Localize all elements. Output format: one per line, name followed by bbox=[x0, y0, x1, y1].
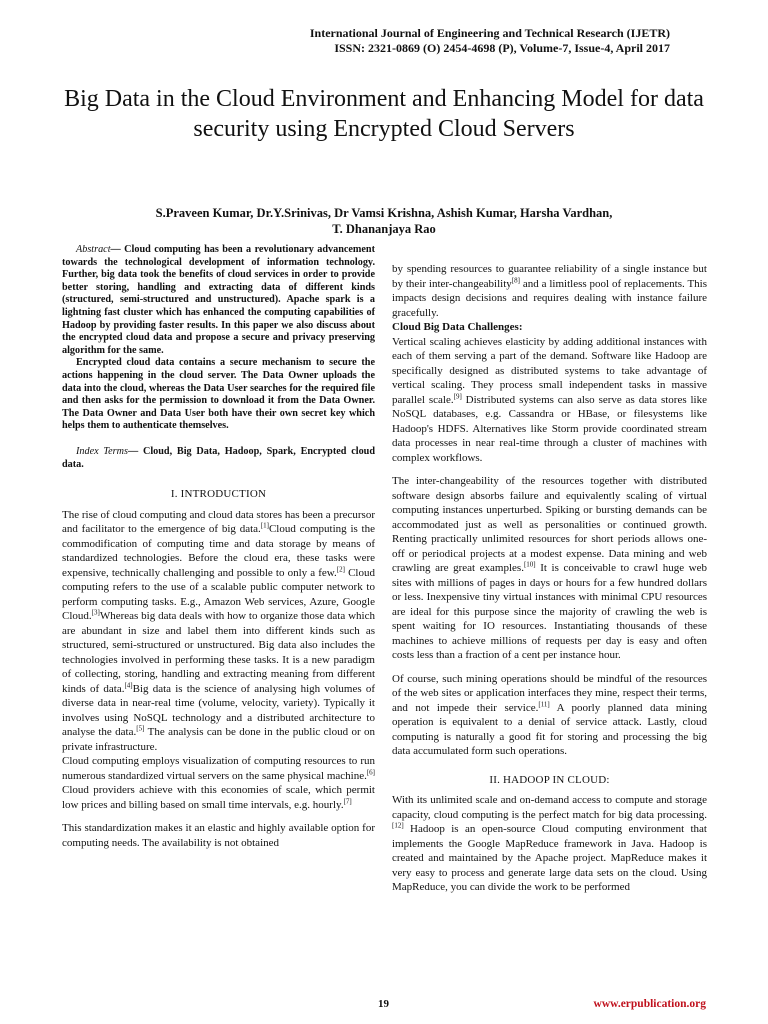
section-heading-introduction: I. INTRODUCTION bbox=[170, 488, 267, 501]
right-paragraph-3 bbox=[392, 474, 707, 663]
ref-2: [2] bbox=[336, 564, 345, 573]
right-p4-a: Of course, such mining operations should be mindful of the resources of the web sites or application interfaces they mine, respect their terms, and not impede their service. bbox=[392, 672, 707, 714]
right-paragraph-2 bbox=[392, 335, 707, 466]
right-p1-a: by spending resources to guarantee reliability of a single instance but by their inter-changeability bbox=[392, 263, 707, 290]
ref-1: [1] bbox=[260, 521, 269, 530]
ref-10: [10] bbox=[523, 560, 536, 569]
right-p3-b: It is conceivable to crawl huge web sites with millions of pages in days or hours for a few hundred dollars or less. Inexpensive tiny virtual instances with minimal CPU resources are ideal for this purpose since the majority of crawling the web is spent waiting for IO resources. Instantiating thousands of these machines to achieve millions of requests per day is easy and often costs less than a fraction of a cent per instance hour. bbox=[392, 562, 707, 661]
ref-3: [3] bbox=[91, 608, 100, 617]
subheading-cloud-big-data-challenges: Cloud Big Data Challenges: bbox=[392, 321, 523, 333]
right-p2-b: Distributed systems can also serve as data stores like NoSQL databases, e.g. Cassandra or HBase, or filesystems like Hadoop's HDFS. Alternatives like Storm provide coordinated stream data processes in near real-time through a cluster of machines with complex workflows. bbox=[392, 393, 707, 464]
ref-12: [12] bbox=[392, 821, 404, 830]
index-terms-label: Index Terms bbox=[76, 445, 128, 457]
abstract-paragraph-2: Encrypted cloud data contains a secure mechanism to secure the actions happening in the cloud server. The Data Owner uploads the data into the cloud, whereas the Data User searches for the required file and then asks for the permission to download it from the Data Owner. The Data Owner and Data User both have their own secret key which helps them to authenticate themselves. bbox=[62, 357, 375, 432]
abstract-label: Abstract bbox=[76, 244, 111, 255]
journal-name: International Journal of Engineering and Technical Research (IJETR) bbox=[309, 26, 670, 40]
ref-4: [4] bbox=[124, 680, 133, 689]
journal-header bbox=[310, 26, 670, 55]
right-p5-b: Hadoop is an open-source Cloud computing environment that implements the Google MapReduce framework in Java. Hadoop is created and maintained by the Apache project. MapReduce makes it very easy to process and generate large data sets on the cloud. Using MapReduce, you can divide the work to be performed bbox=[392, 823, 707, 893]
right-paragraph-4 bbox=[392, 672, 707, 759]
paper-title: Big Data in the Cloud Environment and Enhancing Model for data security using Encrypted Cloud Servers bbox=[64, 86, 704, 142]
intro-p1-e: Big data is the science of analysing high volumes of diverse data in near-real time (volume, velocity, variety). Typically it involves using NoSQL technology and a distributed architecture to analyse the data. bbox=[62, 682, 375, 739]
ref-8: [8] bbox=[511, 275, 520, 284]
intro-paragraph-2 bbox=[62, 754, 375, 812]
left-column bbox=[62, 244, 375, 850]
intro-paragraph-1 bbox=[62, 508, 375, 755]
right-paragraph-1 bbox=[392, 262, 707, 320]
ref-6: [6] bbox=[366, 767, 375, 776]
intro-p1-a: The rise of cloud computing and cloud data stores has been a precursor and facilitator to the emergence of big data. bbox=[62, 508, 375, 536]
authors-line-1: S.Praveen Kumar, Dr.Y.Srinivas, Dr Vamsi Krishna, Ashish Kumar, Harsha Vardhan, bbox=[155, 206, 613, 220]
journal-issn: ISSN: 2321-0869 (O) 2454-4698 (P), Volume-7, Issue-4, April 2017 bbox=[334, 40, 670, 55]
footer-url[interactable]: www.erpublication.org bbox=[593, 998, 706, 1010]
intro-p1-c: Cloud computing refers to the use of a scalable public computer network to perform computing tasks. E.g., Amazon Web services, Azure, Google Cloud. bbox=[62, 566, 375, 623]
page-number: 19 bbox=[378, 998, 389, 1010]
ref-7: [7] bbox=[343, 796, 352, 805]
right-p1-b: and a limitless pool of replacements. This impacts design decisions and requires dealing with instance failure gracefully. bbox=[392, 277, 707, 319]
right-p4-b: A poorly planned data mining operation is equivalent to a denial of service attack. Lastly, cloud computing is naturally a good fit for storing and processing the big data accumulated form such operations. bbox=[392, 701, 707, 757]
abstract-paragraph-1 bbox=[62, 244, 375, 357]
ref-9: [9] bbox=[453, 391, 462, 400]
right-p2-a: Vertical scaling achieves elasticity by adding additional instances with each of them serving a part of the demand. Software like Hadoop are specifically designed as distributed systems to take advantage of vertical scaling. They process small independent tasks in massive parallel scale. bbox=[392, 335, 707, 406]
right-column bbox=[392, 262, 707, 895]
intro-paragraph-3: This standardization makes it an elastic and highly available option for computing needs. The availability is not obtained bbox=[62, 822, 375, 849]
abstract-text-1: — Cloud computing has been a revolutionary advancement towards the technological development of information technology. Further, big data took the benefits of cloud services in order to provide better storing, handling and extracting data of different kinds (structured, semi-structured and unstructured). Apache spark is a lightning fast cluster which has enhanced the computing capabilities of Hadoop by providing faster results. In this paper we also discuss about the encrypted cloud data and propose a secure and privacy preserving algorithm for the same. bbox=[62, 244, 375, 356]
ref-11: [11] bbox=[538, 699, 550, 708]
section-heading-hadoop: II. HADOOP IN CLOUD: bbox=[489, 773, 610, 786]
author-list bbox=[60, 205, 708, 237]
index-terms-text: — Cloud, Big Data, Hadoop, Spark, Encrypted cloud data. bbox=[62, 445, 375, 470]
right-p5-a: With its unlimited scale and on-demand access to compute and storage capacity, cloud computing is the perfect match for big data processing. bbox=[392, 794, 707, 821]
intro-p2-a: Cloud computing employs visualization of computing resources to run numerous standardized virtual servers on the same physical machine. bbox=[62, 755, 375, 782]
ref-5: [5] bbox=[136, 724, 145, 733]
intro-p1-f: The analysis can be done in the public cloud or on private infrastructure. bbox=[62, 726, 375, 753]
index-terms bbox=[62, 446, 375, 471]
right-p3-a: The inter-changeability of the resources together with distributed software design absorbs failure and equivalently scaling of virtual computing instances unperturbed. Spiking or bursting demands can be accommodated just as well as personalities or continued growth. Renting practically unlimited resources for short periods allows one-off or periodical projects at a modest expense. Data mining and web crawling are great examples. bbox=[392, 475, 707, 574]
intro-p2-b: Cloud providers achieve with this economies of scale, which permit low prices and billing based on small time intervals, e.g. hourly. bbox=[62, 784, 375, 811]
intro-p1-b: Cloud computing is the commodification of computing time and data storage by means of standardized technologies. Before the cloud era, these tasks were expensive, technically challenging and possible to only a few. bbox=[62, 523, 375, 579]
intro-p1-d: Whereas big data deals with how to organize those data which are abundant in size and label them into different kinds such as structured, semi-structured or unstructured. Big data also includes the technologies involved in performing these tasks. It is a new paradigm of collecting, storing, handling and extracting meaning from different kinds of data. bbox=[62, 610, 375, 695]
authors-line-2: T. Dhananjaya Rao bbox=[332, 222, 436, 236]
right-paragraph-5 bbox=[392, 793, 707, 895]
